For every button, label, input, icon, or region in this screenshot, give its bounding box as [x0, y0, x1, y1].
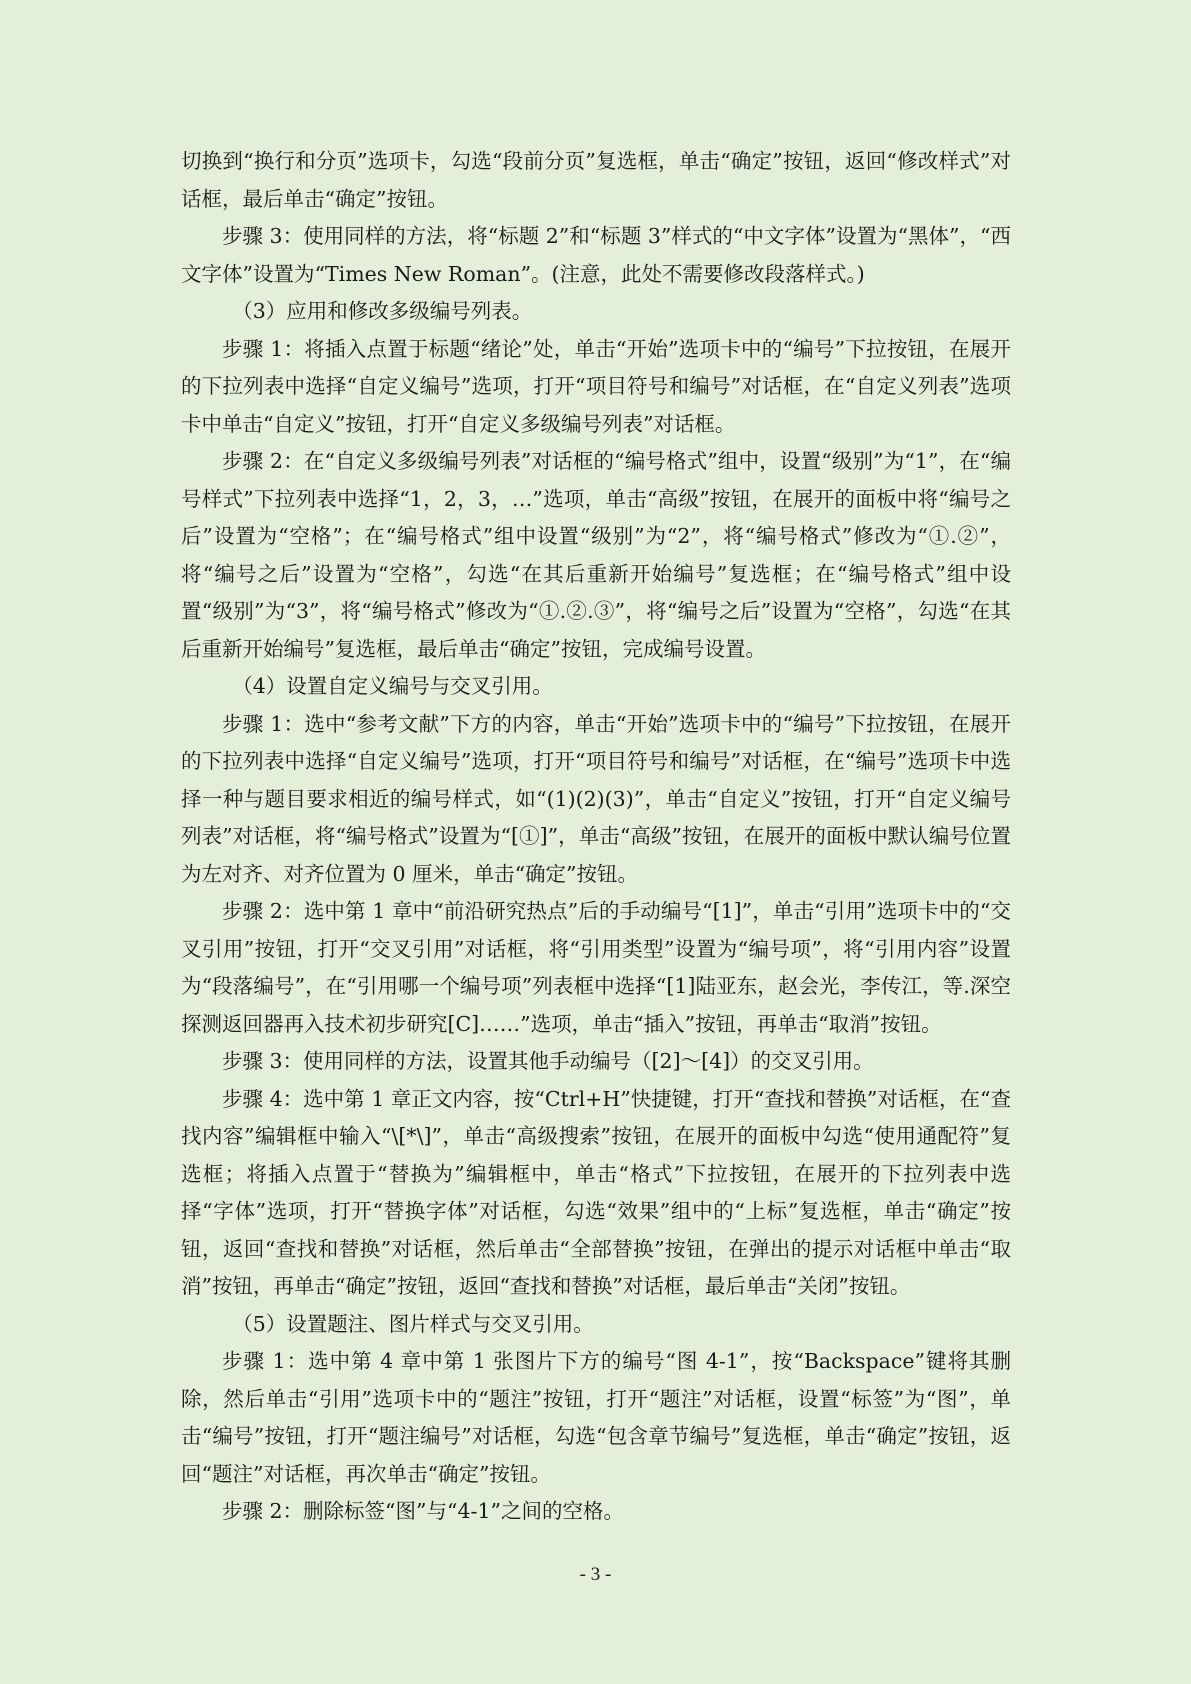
paragraph-step: 步骤 2：选中第 1 章中“前沿研究热点”后的手动编号“[1]”，单击“引用”选项卡中的“交叉引用”按钮，打开“交叉引用”对话框，将“引用类型”设置为“编号项”，将“引用内容”设置为“段落编号”，在“引用哪一个编号项”列表框中选择“[1]陆亚东，赵会光，李传江，等.深空探测返回器再入技术初步研究[C]……”选项，单击“插入”按钮，再单击“取消”按钮。 [181, 899, 1011, 1036]
paragraph-step: 步骤 1：将插入点置于标题“绪论”处，单击“开始”选项卡中的“编号”下拉按钮，在展开的下拉列表中选择“自定义编号”选项，打开“项目符号和编号”对话框，在“自定义列表”选项卡中单击“自定义”按钮，打开“自定义多级编号列表”对话框。 [181, 336, 1011, 436]
section-heading: （4）设置自定义编号与交叉引用。 [232, 674, 553, 698]
paragraph-continuation: 切换到“换行和分页”选项卡，勾选“段前分页”复选框，单击“确定”按钮，返回“修改样式”对话框，最后单击“确定”按钮。 [181, 149, 1011, 211]
paragraph-step: 步骤 2：在“自定义多级编号列表”对话框的“编号格式”组中，设置“级别”为“1”，在“编号样式”下拉列表中选择“1，2，3，…”选项，单击“高级”按钮，在展开的面板中将“编号之后”设置为“空格”；在“编号格式”组中设置“级别”为“2”，将“编号格式”修改为“①.②”，将“编号之后”设置为“空格”，勾选“在其后重新开始编号”复选框；在“编号格式”组中设置“级别”为“3”，将“编号格式”修改为“①.②.③”，将“编号之后”设置为“空格”，勾选“在其后重新开始编号”复选框，最后单击“确定”按钮，完成编号设置。 [181, 449, 1011, 661]
paragraph-step: 步骤 1：选中“参考文献”下方的内容，单击“开始”选项卡中的“编号”下拉按钮，在展开的下拉列表中选择“自定义编号”选项，打开“项目符号和编号”对话框，在“编号”选项卡中选择一种与题目要求相近的编号样式，如“(1)(2)(3)”，单击“自定义”按钮，打开“自定义编号列表”对话框，将“编号格式”设置为“[①]”，单击“高级”按钮，在展开的面板中默认编号位置为左对齐、对齐位置为 0 厘米，单击“确定”按钮。 [181, 711, 1011, 886]
paragraph-step: 步骤 3：使用同样的方法，将“标题 2”和“标题 3”样式的“中文字体”设置为“黑体”，“西文字体”设置为“Times New Roman”。(注意，此处不需要修改段落样式。) [181, 224, 1011, 286]
paragraph-step: 步骤 4：选中第 1 章正文内容，按“Ctrl+H”快捷键，打开“查找和替换”对话框，在“查找内容”编辑框中输入“\[*\]”，单击“高级搜索”按钮，在展开的面板中勾选“使用通配符”复选框；将插入点置于“替换为”编辑框中，单击“格式”下拉按钮，在展开的下拉列表中选择“字体”选项，打开“替换字体”对话框，勾选“效果”组中的“上标”复选框，单击“确定”按钮，返回“查找和替换”对话框，然后单击“全部替换”按钮，在弹出的提示对话框中单击“取消”按钮，再单击“确定”按钮，返回“查找和替换”对话框，最后单击“关闭”按钮。 [181, 1086, 1011, 1298]
paragraph-step: 步骤 1：选中第 4 章中第 1 张图片下方的编号“图 4-1”，按“Backspace”键将其删除，然后单击“引用”选项卡中的“题注”按钮，打开“题注”对话框，设置“标签”为“图”，单击“编号”按钮，打开“题注编号”对话框，勾选“包含章节编号”复选框，单击“确定”按钮，返回“题注”对话框，再次单击“确定”按钮。 [181, 1349, 1011, 1486]
section-heading: （3）应用和修改多级编号列表。 [232, 299, 533, 323]
page-number: - 3 - [579, 1564, 612, 1585]
paragraph-step: 步骤 3：使用同样的方法，设置其他手动编号（[2]～[4]）的交叉引用。 [222, 1049, 874, 1073]
paragraph-step: 步骤 2：删除标签“图”与“4-1”之间的空格。 [222, 1499, 624, 1523]
document-body [181, 143, 1011, 1531]
section-heading: （5）设置题注、图片样式与交叉引用。 [232, 1311, 594, 1336]
